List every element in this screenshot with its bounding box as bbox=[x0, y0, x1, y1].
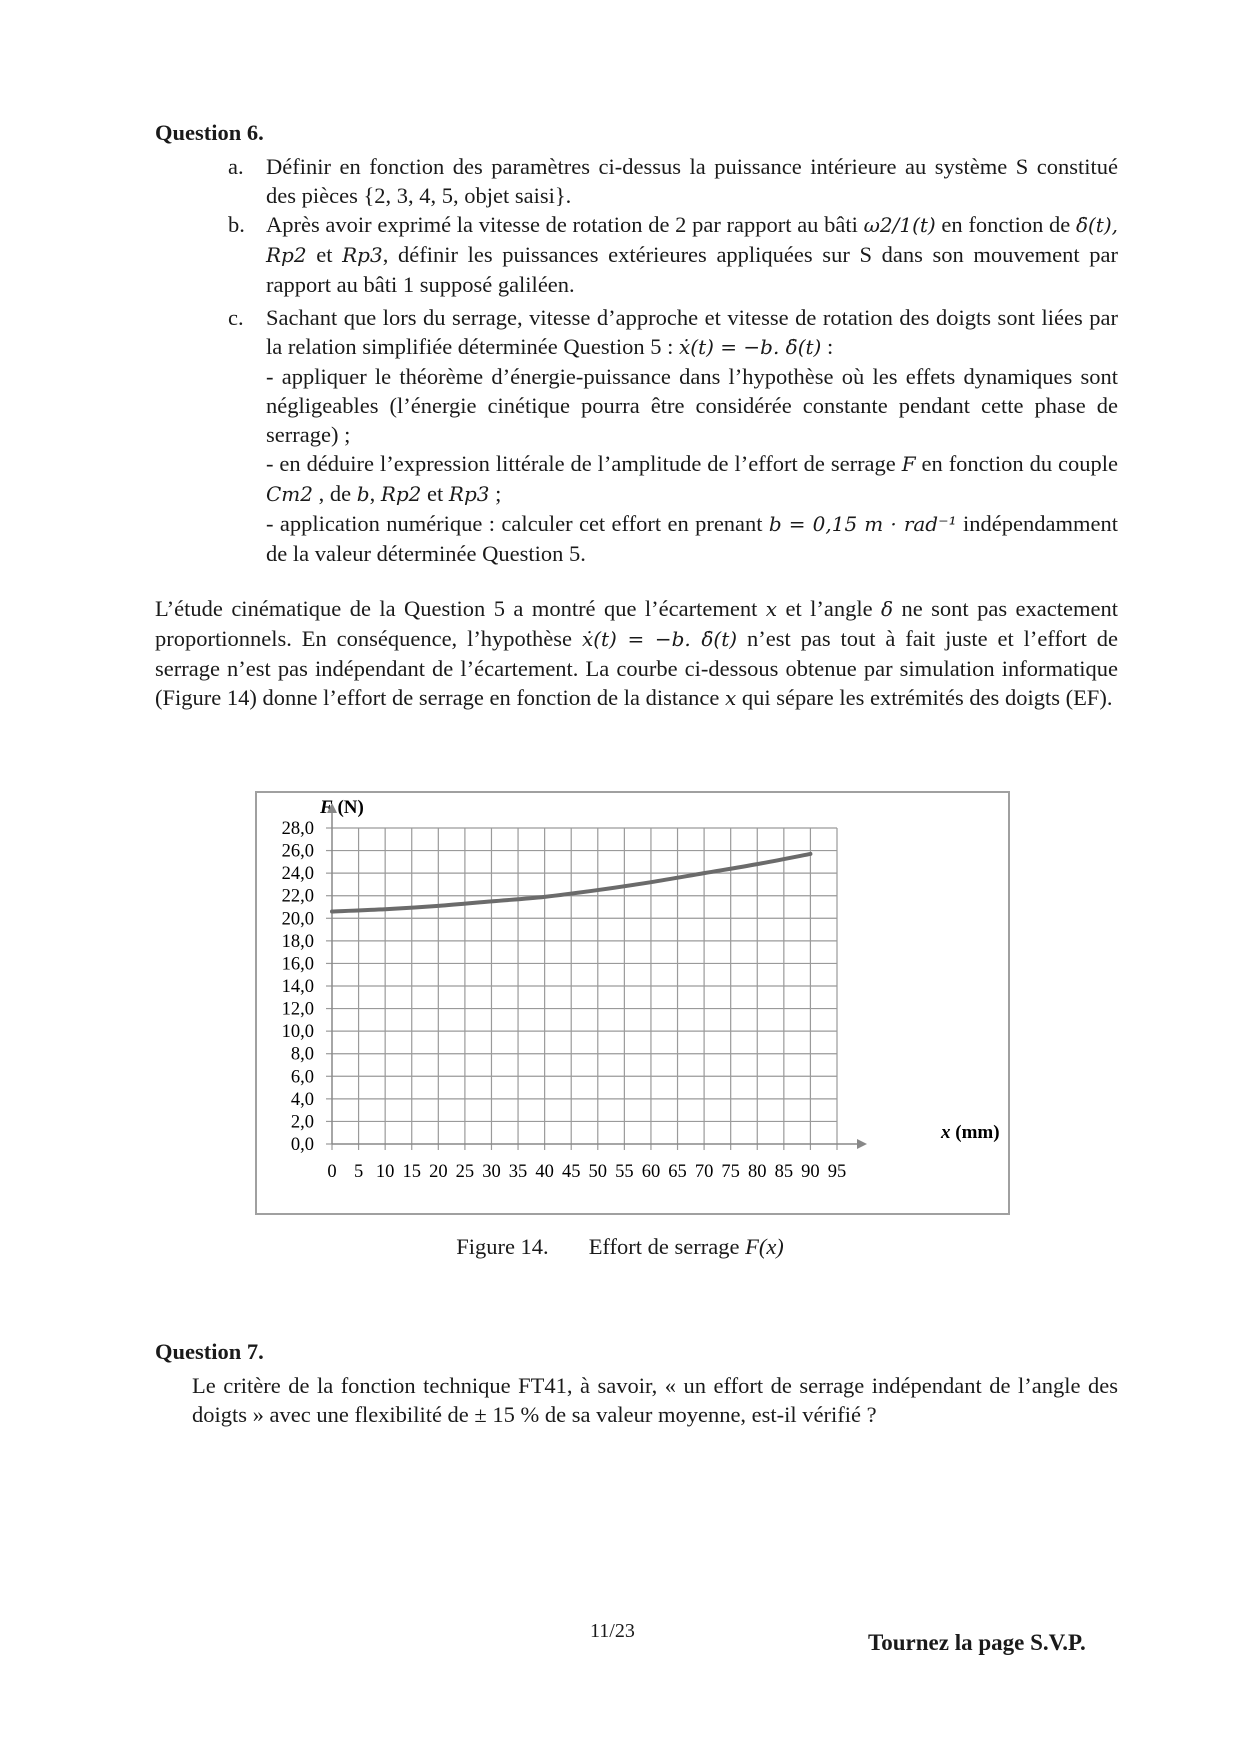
question-7-title: Question 7. bbox=[155, 1339, 264, 1364]
y-tick-label: 6,0 bbox=[290, 1067, 314, 1088]
x-tick-label: 80 bbox=[748, 1162, 767, 1182]
x-axis-label: x (mm) bbox=[941, 1122, 1000, 1143]
y-tick-label: 26,0 bbox=[281, 841, 314, 862]
y-tick-label: 20,0 bbox=[281, 909, 314, 930]
question-6b bbox=[228, 210, 1118, 310]
y-tick-label: 24,0 bbox=[281, 864, 314, 885]
x-tick-label: 85 bbox=[774, 1162, 794, 1182]
x-tick-label: 20 bbox=[429, 1162, 448, 1182]
x-tick-label: 65 bbox=[668, 1162, 687, 1182]
x-tick-label: 25 bbox=[455, 1162, 475, 1182]
y-tick-label: 10,0 bbox=[281, 1022, 314, 1043]
x-tick-label: 55 bbox=[615, 1162, 634, 1182]
intro-paragraph: L’étude cinématique de la Question 5 a montré que l’écartement x et l’angle δ ne sont pas exactement proportionnels. En conséquence, l’hypothèse ẋ(t) = −b. δ̇(t) n’est pas tout à fait juste et l’effort de serrage n’est pas indépendant de l’écartement. La courbe ci-dessous obtenue par simulation informatique (Figure 14) donne l’effort de serrage en fonction de la distance x qui sépare les extrémités des doigts (EF). bbox=[155, 596, 1119, 710]
question-6a bbox=[228, 152, 1118, 212]
x-tick-label: 95 bbox=[827, 1162, 847, 1182]
relation-expression: ẋ(t) = −b. δ̇(t) bbox=[679, 335, 822, 359]
chart-axes bbox=[326, 803, 867, 1150]
x-tick-labels bbox=[327, 1162, 846, 1182]
item-label-c: c. bbox=[228, 305, 244, 330]
y-tick-label: 16,0 bbox=[281, 954, 314, 975]
x-tick-label: 10 bbox=[375, 1162, 395, 1182]
item-text-a: Définir en fonction des paramètres ci-dessus la puissance intérieure au système S constitué des pièces {2, 3, 4, 5, objet saisi}. bbox=[266, 154, 1118, 208]
figure-14-chart bbox=[255, 791, 1010, 1215]
y-tick-label: 18,0 bbox=[281, 931, 314, 952]
item-text-c: Sachant que lors du serrage, vitesse d’approche et vitesse de rotation des doigts sont liées par la relation simplifiée déterminée Question 5 : ẋ(t) = −b. δ̇(t) : - appliquer le théorème d’énergie-puissance dans l’hypothèse où les effets dynamiques sont négligeables (l’énergie cinétique pourra être considérée constante pendant cette phase de serrage) ; - en déduire l’expression littérale de l’amplitude de l’effort de serrage F en fonction du couple Cm2 , de b, Rp2 et Rp3 ; - application numérique : calculer cet effort en prenant b = 0,15 m · rad⁻¹ indépendamment de la valeur déterminée Question 5. bbox=[266, 305, 1119, 566]
rp3-expression: Rp3 bbox=[342, 243, 383, 267]
y-tick-label: 22,0 bbox=[281, 886, 314, 907]
chart-grid bbox=[332, 828, 837, 1144]
x-tick-label: 90 bbox=[801, 1162, 820, 1182]
item-label-b: b. bbox=[228, 212, 245, 237]
y-tick-label: 12,0 bbox=[281, 999, 314, 1020]
y-tick-labels bbox=[282, 819, 314, 1155]
chart-svg bbox=[257, 793, 1008, 1213]
x-tick-label: 60 bbox=[641, 1162, 661, 1182]
y-tick-label: 2,0 bbox=[290, 1112, 314, 1133]
item-text-b: Après avoir exprimé la vitesse de rotation de 2 par rapport au bâti ω2/1(t) en fonction de δ̇(t), Rp2 et Rp3, définir les puissances extérieures appliquées sur S dans son mouvement par rapport au bâti 1 supposé galiléen. bbox=[266, 212, 1118, 297]
x-tick-label: 35 bbox=[508, 1162, 528, 1182]
x-tick-label: 5 bbox=[353, 1162, 364, 1182]
turn-page-note: Tournez la page S.V.P. bbox=[868, 1630, 1086, 1655]
figure-caption: Figure 14. Effort de serrage F(x) bbox=[456, 1234, 784, 1259]
y-tick-label: 28,0 bbox=[281, 819, 314, 839]
y-axis-label: F (N) bbox=[320, 797, 364, 818]
omega-expression: ω2/1(t) bbox=[863, 213, 936, 237]
item-label-a: a. bbox=[228, 154, 244, 179]
x-tick-label: 75 bbox=[721, 1162, 740, 1182]
x-tick-label: 15 bbox=[402, 1162, 421, 1182]
x-tick-label: 30 bbox=[482, 1162, 501, 1182]
x-tick-label: 45 bbox=[561, 1162, 581, 1182]
y-tick-label: 8,0 bbox=[290, 1044, 314, 1065]
question-6-title: Question 6. bbox=[155, 120, 264, 145]
y-tick-label: 0,0 bbox=[290, 1135, 314, 1155]
x-tick-label: 50 bbox=[588, 1162, 608, 1182]
bullet-theorem: - appliquer le théorème d’énergie-puissance dans l’hypothèse où les effets dynamiques sont négligeables (l’énergie cinétique pourra être considérée constante pendant cette phase de serrage) ; bbox=[266, 364, 1118, 447]
delta-dot-expression: δ̇(t), Rp2 bbox=[266, 213, 1118, 267]
y-tick-label: 14,0 bbox=[281, 977, 314, 997]
x-tick-label: 0 bbox=[327, 1162, 337, 1182]
bullet-deduce: - en déduire l’expression littérale de l’amplitude de l’effort de serrage F en fonction du couple Cm2 , de b, Rp2 et Rp3 ; bbox=[266, 451, 1118, 506]
question-6c bbox=[228, 303, 1118, 573]
x-tick-label: 70 bbox=[694, 1162, 714, 1182]
bullet-numeric: - application numérique : calculer cet effort en prenant b = 0,15 m · rad⁻¹ indépendamment de la valeur déterminée Question 5. bbox=[266, 511, 1119, 566]
x-tick-label: 40 bbox=[535, 1162, 554, 1182]
x-axis-arrow bbox=[857, 1139, 867, 1149]
page-number: 11/23 bbox=[590, 1620, 635, 1642]
question-7-text: Le critère de la fonction technique FT41, à savoir, « un effort de serrage indépendant de l’angle des doigts » avec une flexibilité de ± 15 % de sa valeur moyenne, est-il vérifié ? bbox=[192, 1373, 1118, 1427]
y-tick-label: 4,0 bbox=[290, 1089, 314, 1110]
